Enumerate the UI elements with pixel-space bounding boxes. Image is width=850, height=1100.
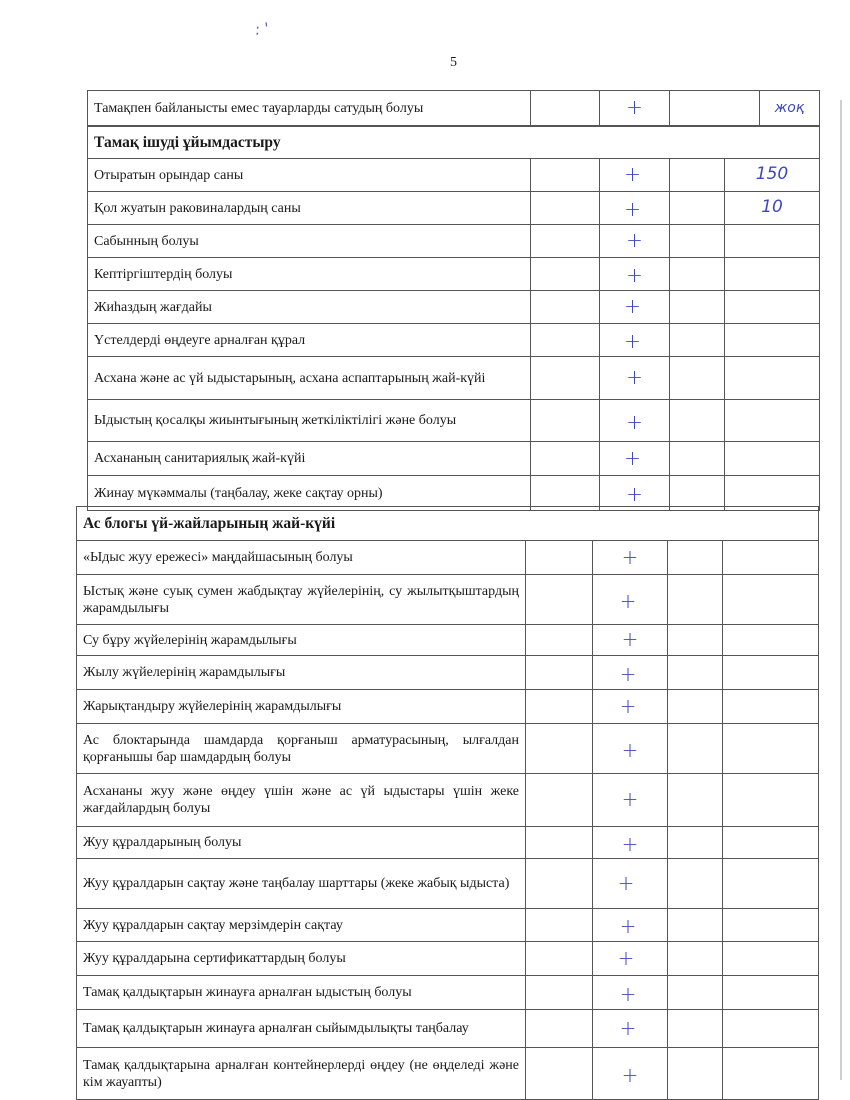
handwritten-note — [723, 859, 819, 909]
section-header-row — [77, 507, 819, 541]
cell-blank — [668, 690, 723, 724]
row-label: Жинау мүкәммалы (таңбалау, жеке сақтау орны) — [88, 476, 531, 511]
check-mark: + — [593, 724, 668, 774]
handwritten-note — [725, 324, 820, 357]
row-label: Жылу жүйелерінің жарамдылығы — [77, 656, 526, 690]
scan-edge — [840, 100, 842, 1080]
row-label: Су бұру жүйелерінің жарамдылығы — [77, 625, 526, 656]
cell-blank — [670, 357, 725, 400]
check-mark: + — [600, 324, 670, 357]
table-section-2 — [76, 506, 819, 1100]
cell-blank — [526, 724, 593, 774]
cell-blank — [531, 291, 600, 324]
check-mark: + — [593, 774, 668, 827]
table-row — [88, 442, 820, 476]
margin-scribble: : ' — [253, 19, 271, 39]
cell-blank — [531, 400, 600, 442]
cell-blank — [668, 976, 723, 1010]
row-label: Жуу құралдарын сақтау және таңбалау шарттары (жеке жабық ыдыста) — [77, 859, 526, 909]
cell-blank — [526, 1048, 593, 1100]
check-mark: + — [600, 476, 670, 511]
cell-blank — [670, 91, 760, 127]
cell-blank — [526, 827, 593, 859]
handwritten-note — [725, 442, 820, 476]
row-label: Тамақ қалдықтарын жинауға арналған сыйымдылықты таңбалау — [77, 1010, 526, 1048]
row-label: Кептіргіштердің болуы — [88, 258, 531, 291]
table-row — [88, 91, 820, 127]
row-label: Қол жуатын раковиналардың саны — [88, 192, 531, 225]
cell-blank — [526, 859, 593, 909]
check-mark: + — [593, 656, 668, 690]
table-row — [77, 942, 819, 976]
cell-blank — [670, 291, 725, 324]
table-top — [87, 90, 820, 127]
table-row — [77, 827, 819, 859]
table-row — [77, 625, 819, 656]
table-row — [88, 357, 820, 400]
handwritten-note: 150 — [725, 159, 820, 192]
cell-blank — [531, 357, 600, 400]
handwritten-note — [723, 1010, 819, 1048]
row-label: Сабынның болуы — [88, 225, 531, 258]
table-row — [77, 575, 819, 625]
table-row — [88, 159, 820, 192]
check-mark: + — [593, 1010, 668, 1048]
cell-blank — [531, 192, 600, 225]
table-row — [77, 774, 819, 827]
handwritten-note: жоқ — [760, 91, 820, 127]
cell-blank — [526, 575, 593, 625]
cell-blank — [668, 575, 723, 625]
check-mark: + — [600, 442, 670, 476]
check-mark: + — [600, 357, 670, 400]
row-label: Ас блоктарында шамдарда қорғаныш арматурасының, ылғалдан қорғанышы бар шамдардың болуы — [77, 724, 526, 774]
handwritten-note — [723, 690, 819, 724]
handwritten-note — [723, 724, 819, 774]
check-mark: + — [600, 291, 670, 324]
cell-blank — [670, 442, 725, 476]
cell-blank — [526, 541, 593, 575]
row-label: Жиһаздың жағдайы — [88, 291, 531, 324]
cell-blank — [531, 258, 600, 291]
row-label: Жуу құралдарына сертификаттардың болуы — [77, 942, 526, 976]
cell-blank — [668, 1010, 723, 1048]
handwritten-note — [723, 575, 819, 625]
check-mark: + — [593, 976, 668, 1010]
check-mark: + — [600, 192, 670, 225]
handwritten-note — [725, 291, 820, 324]
section-title: Ас блогы үй-жайларының жай-күйі — [77, 507, 819, 541]
row-label: Ыстық және суық сумен жабдықтау жүйелерінің, су жылытқыштардың жарамдылығы — [77, 575, 526, 625]
table-row — [88, 258, 820, 291]
cell-blank — [526, 1010, 593, 1048]
cell-blank — [526, 656, 593, 690]
row-label: Тамақпен байланысты емес тауарларды сатудың болуы — [88, 91, 531, 127]
handwritten-note: 10 — [725, 192, 820, 225]
row-label: Тамақ қалдықтарын жинауға арналған ыдыстың болуы — [77, 976, 526, 1010]
check-mark: + — [593, 909, 668, 942]
section-title: Тамақ ішуді ұйымдастыру — [88, 126, 820, 159]
cell-blank — [526, 909, 593, 942]
check-mark: + — [600, 159, 670, 192]
row-label: Жуу құралдарын сақтау мерзімдерін сақтау — [77, 909, 526, 942]
table-row — [88, 225, 820, 258]
table-row — [88, 324, 820, 357]
table-row — [77, 859, 819, 909]
cell-blank — [668, 1048, 723, 1100]
handwritten-note — [723, 909, 819, 942]
row-label: Асхананы жуу және өңдеу үшін және ас үй ыдыстары үшін жеке жағдайлардың болуы — [77, 774, 526, 827]
cell-blank — [668, 656, 723, 690]
row-label: Жарықтандыру жүйелерінің жарамдылығы — [77, 690, 526, 724]
table-row — [77, 541, 819, 575]
cell-blank — [668, 724, 723, 774]
check-mark: + — [600, 225, 670, 258]
section-header-row — [88, 126, 820, 159]
handwritten-note — [723, 625, 819, 656]
row-label: Асхана және ас үй ыдыстарының, асхана аспаптарының жай-күйі — [88, 357, 531, 400]
table-row — [88, 291, 820, 324]
handwritten-note — [725, 258, 820, 291]
check-mark: + — [593, 541, 668, 575]
table-row — [77, 909, 819, 942]
table-section-1 — [87, 125, 820, 511]
cell-blank — [668, 774, 723, 827]
table-row — [77, 690, 819, 724]
page-number: 5 — [450, 55, 457, 70]
row-label: «Ыдыс жуу ережесі» маңдайшасының болуы — [77, 541, 526, 575]
table-row — [77, 1010, 819, 1048]
table-row — [77, 724, 819, 774]
table-row — [88, 400, 820, 442]
cell-blank — [668, 859, 723, 909]
cell-blank — [670, 324, 725, 357]
check-mark: + — [600, 91, 670, 127]
table-row — [77, 1048, 819, 1100]
table-row — [88, 192, 820, 225]
cell-blank — [526, 942, 593, 976]
table-row — [77, 656, 819, 690]
cell-blank — [668, 942, 723, 976]
row-label: Тамақ қалдықтарына арналған контейнерлерді өңдеу (не өңделеді және кім жауапты) — [77, 1048, 526, 1100]
check-mark: + — [593, 1048, 668, 1100]
handwritten-note — [723, 774, 819, 827]
check-mark: + — [593, 625, 668, 656]
cell-blank — [531, 442, 600, 476]
handwritten-note — [723, 541, 819, 575]
cell-blank — [526, 625, 593, 656]
cell-blank — [526, 774, 593, 827]
cell-blank — [531, 159, 600, 192]
check-mark: + — [600, 400, 670, 442]
handwritten-note — [725, 400, 820, 442]
handwritten-note — [723, 1048, 819, 1100]
handwritten-note — [723, 942, 819, 976]
row-label: Үстелдерді өңдеуге арналған құрал — [88, 324, 531, 357]
cell-blank — [670, 258, 725, 291]
cell-blank — [668, 827, 723, 859]
cell-blank — [531, 225, 600, 258]
cell-blank — [526, 976, 593, 1010]
cell-blank — [668, 625, 723, 656]
row-label: Ыдыстың қосалқы жиынтығының жеткіліктілігі және болуы — [88, 400, 531, 442]
handwritten-note — [723, 827, 819, 859]
check-mark: + — [600, 258, 670, 291]
table-row — [77, 976, 819, 1010]
cell-blank — [670, 225, 725, 258]
cell-blank — [670, 400, 725, 442]
handwritten-note — [723, 656, 819, 690]
cell-blank — [526, 690, 593, 724]
row-label: Асхананың санитариялық жай-күйі — [88, 442, 531, 476]
check-mark: + — [593, 827, 668, 859]
cell-blank — [670, 192, 725, 225]
cell-blank — [668, 909, 723, 942]
handwritten-note — [725, 357, 820, 400]
check-mark: + — [593, 859, 668, 909]
check-mark: + — [593, 690, 668, 724]
cell-blank — [531, 324, 600, 357]
cell-blank — [531, 91, 600, 127]
row-label: Жуу құралдарының болуы — [77, 827, 526, 859]
cell-blank — [670, 159, 725, 192]
handwritten-note — [725, 225, 820, 258]
cell-blank — [668, 541, 723, 575]
handwritten-note — [723, 976, 819, 1010]
check-mark: + — [593, 575, 668, 625]
row-label: Отыратын орындар саны — [88, 159, 531, 192]
check-mark: + — [593, 942, 668, 976]
